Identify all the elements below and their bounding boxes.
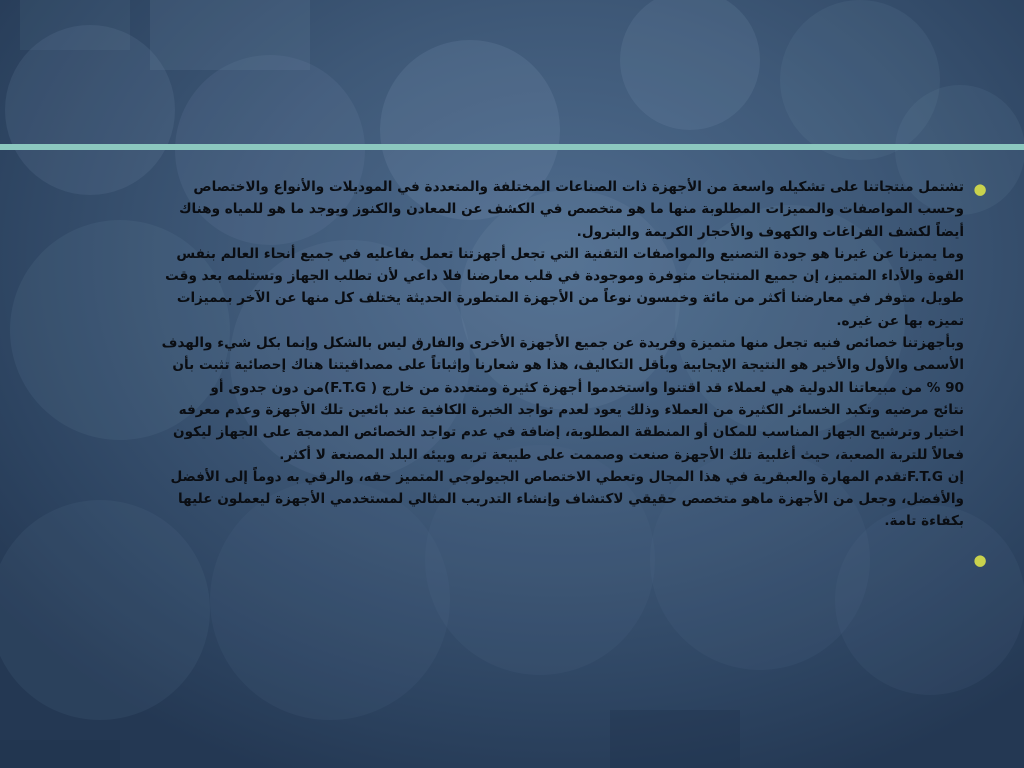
bullet-item-empty [40,547,988,571]
bullet-item [40,176,988,533]
text-line: بكفاءة تامة. [884,513,964,530]
text-line: تميزه بها عن غيره. [836,312,964,329]
text-line: وحسب المواصفات والمميزات المطلوبة منها ما هو متخصص في الكشف عن المعادن والكنوز ويوجد ما هو للمياه وهناك [179,201,964,218]
slide-content [40,176,988,571]
bullet-text [40,176,964,533]
text-line: أيضاً لكشف الفراغات والكهوف والأحجار الكريمة والبترول. [576,223,964,240]
text-line: القوة والأداء المتميز، إن جميع المنتجات متوفرة وموجودة في قلب معارضنا فلا داعي لأن تطلب الجهاز وتستلمه بعد وقت [165,268,964,285]
text-line: اختيار وترشيح الجهاز المناسب للمكان أو المنطقة المطلوبة، إضافة في عدم تواجد الخصائص المدمجة على الجهاز ليكون [173,424,964,441]
header-divider [0,144,1024,150]
text-line: نتائج مرضيه وتكبد الخسائر الكثيرة من العملاء وذلك يعود لعدم تواجد الخبرة الكافية عند بائعين تلك الأجهزة وعدم معرفه [178,401,964,418]
text-line: تشتمل منتجاتنا على تشكيله واسعة من الأجهزة ذات الصناعات المختلفة والمتعددة في الموديلات والأنواع والاختصاص [193,179,964,195]
text-line: طويل، متوفر في معارضنا أكثر من مائة وخمسون نوعاً من الأجهزة المتطورة الحديثة يختلف كل منها عن الآخر بمميزات [176,290,964,307]
text-line: 90 % من مبيعاتنا الدولية هي لعملاء قد اقتنوا واستخدموا أجهزة كثيرة ومتعددة من خارج ( F.T.G)من دون جدوى أو [210,379,964,396]
bullet-dot-icon: ● [973,180,987,198]
text-line: إن F.T.Gتقدم المهارة والعبقرية في هذا المجال وتعطي الاختصاص الجيولوجي المتميز حقه، والرقي به دوماً إلى الأفضل [170,468,964,485]
text-line: وبأجهزتنا خصائص فنيه تجعل منها متميزة وفريدة عن جميع الأجهزة الأخرى والفارق ليس بالشكل وإنما بكل شيء والهدف [161,335,964,352]
text-line: الأسمى والأول والأخير هو النتيجة الإيجابية وبأقل التكاليف، هذا هو شعارنا وإثباتاً على مصداقيتنا هناك إحصائية تثبت بأن [172,357,964,374]
bullet-dot-icon: ● [973,550,987,569]
text-line: فعالاً للتربة الصعبة، حيث أغلبية تلك الأجهزة صنعت وصممت على طبيعة تربه وبيئه البلد المصنعة لا أكثر. [279,446,964,463]
text-line: وما يميزنا عن غيرنا هو جودة التصنيع والمواصفات التقنية التي تجعل أجهزتنا تعمل بفاعليه في جميع أنحاء العالم بنفس [176,245,964,262]
text-line: والأفضل، وجعل من الأجهزة ماهو متخصص حقيقي لاكتشاف وإنشاء التدريب المثالي لمستخدمي الأجهزة ليعملون عليها [178,491,964,508]
